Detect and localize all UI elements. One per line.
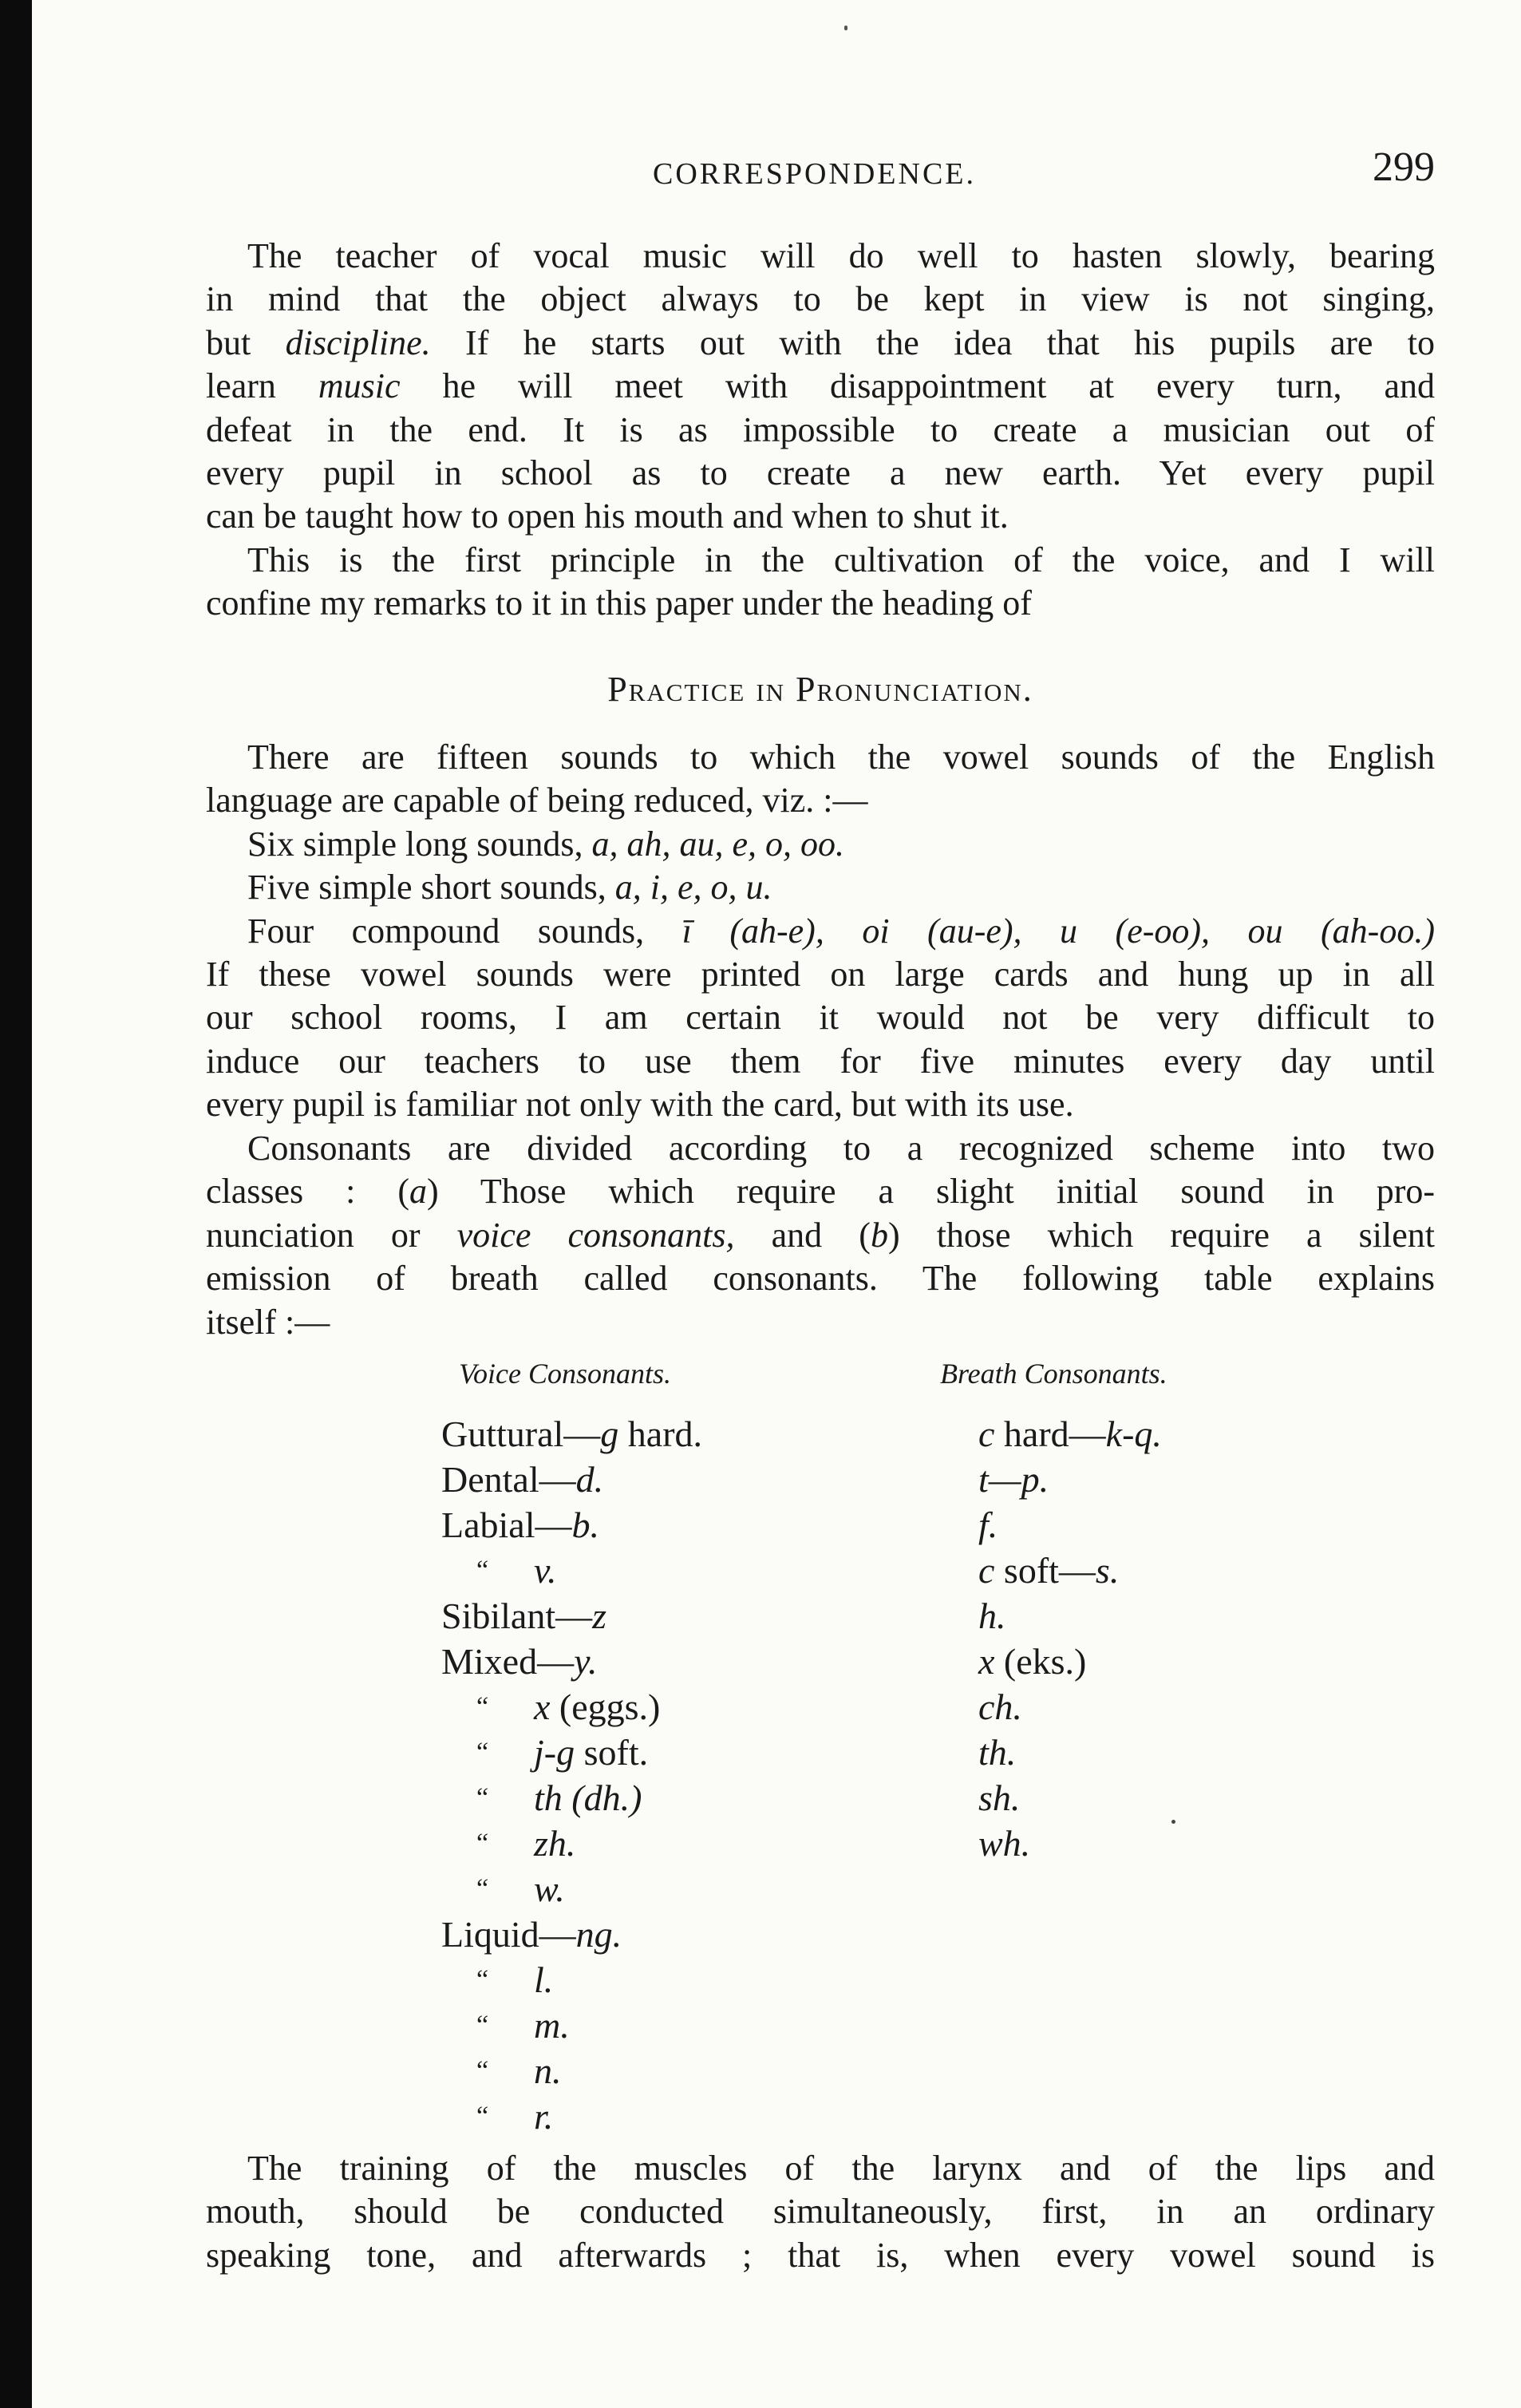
ditto-mark: “ — [476, 1829, 489, 1858]
page-binding-edge — [0, 0, 32, 2408]
ditto-mark: “ — [476, 1783, 489, 1813]
page-number: 299 — [1373, 144, 1435, 190]
ditto-mark: “ — [476, 1556, 489, 1585]
text-line: mouth, should be conducted simultaneously, first, in an ordinary — [206, 2192, 1435, 2232]
text-line: If these vowel sounds were printed on large cards and hung up in all — [206, 955, 1435, 994]
consonant-class: Sibilant— — [441, 1595, 593, 1636]
breath-consonant-row — [978, 1411, 1162, 1457]
consonant-sound: t—p. — [978, 1459, 1049, 1500]
text-line: The teacher of vocal music will do well to hasten slowly, bearing — [247, 236, 1435, 275]
consonant-sound: r. — [534, 2096, 554, 2137]
breath-consonant-row — [978, 1593, 1162, 1639]
text-line: every pupil in school as to create a new earth. Yet every pupil — [206, 453, 1435, 493]
voice-consonant-row — [441, 1593, 702, 1639]
voice-consonant-row — [441, 1912, 702, 1957]
page-header — [206, 142, 1435, 206]
breath-consonants-column — [978, 1411, 1162, 1866]
breath-consonant-row — [978, 1502, 1162, 1548]
consonant-sound: ng. — [575, 1914, 622, 1955]
consonant-suffix: soft— — [994, 1550, 1096, 1591]
consonant-sound: y. — [574, 1641, 598, 1682]
paragraph-2 — [206, 539, 1435, 626]
vowel-line-short: Five simple short sounds, a, i, e, o, u. — [247, 868, 772, 907]
ditto-mark: “ — [476, 1965, 489, 1995]
consonant-sound: l. — [534, 1959, 554, 2000]
voice-consonants-column — [441, 1411, 702, 2139]
voice-consonant-row — [441, 2094, 702, 2139]
consonant-sound: b. — [571, 1505, 599, 1545]
consonant-sound: x — [534, 1686, 551, 1727]
consonant-class: Liquid— — [441, 1914, 576, 1955]
consonant-sound: wh. — [978, 1823, 1031, 1864]
text-line: confine my remarks to it in this paper under the heading of — [206, 583, 1032, 623]
consonant-tail: s. — [1095, 1550, 1120, 1591]
consonant-sound: th (dh.) — [534, 1777, 642, 1818]
breath-consonant-row — [978, 1775, 1162, 1821]
text-line: language are capable of being reduced, viz. :— — [206, 781, 868, 820]
voice-consonant-row — [441, 1548, 702, 1593]
text-line: learn music he will meet with disappointment at every turn, and — [206, 366, 1435, 406]
text-line: our school rooms, I am certain it would not be very difficult to — [206, 998, 1435, 1038]
paragraph-3 — [206, 736, 1435, 1127]
consonant-sound: j-g — [534, 1732, 575, 1773]
text-line: can be taught how to open his mouth and when to shut it. — [206, 496, 1009, 536]
breath-consonant-row — [978, 1684, 1162, 1730]
consonant-sound: th. — [978, 1732, 1017, 1773]
text-line: in mind that the object always to be kept in view is not singing, — [206, 279, 1435, 319]
consonant-sound: sh. — [978, 1777, 1021, 1818]
breath-consonants-heading: Breath Consonants. — [940, 1358, 1167, 1390]
ditto-mark: “ — [476, 1738, 489, 1767]
text-line: induce our teachers to use them for five minutes every day until — [206, 1041, 1435, 1081]
section-heading: Practice in Pronunciation. — [607, 670, 1033, 709]
consonant-class: Guttural— — [441, 1414, 601, 1454]
voice-consonant-row — [441, 1411, 702, 1457]
consonant-suffix: (eggs.) — [550, 1686, 661, 1727]
consonant-class: Labial— — [441, 1505, 572, 1545]
consonant-sound: v. — [534, 1550, 557, 1591]
breath-consonant-row — [978, 1639, 1162, 1684]
text-line: but discipline. If he starts out with the idea that his pupils are to — [206, 322, 1436, 362]
consonant-suffix: soft. — [575, 1732, 649, 1773]
text-line: speaking tone, and afterwards ; that is, when every vowel sound is — [206, 2235, 1435, 2275]
consonant-suffix: (eks.) — [994, 1641, 1087, 1682]
consonant-sound: f. — [978, 1505, 998, 1545]
ditto-mark: “ — [476, 1874, 489, 1904]
consonant-suffix: hard— — [994, 1414, 1106, 1454]
consonant-sound: d. — [575, 1459, 604, 1500]
consonant-sound: m. — [534, 2005, 570, 2046]
text-line: defeat in the end. It is as impossible to create a musician out of — [206, 409, 1435, 449]
consonant-sound: n. — [534, 2050, 562, 2091]
consonant-sound: g — [600, 1414, 619, 1454]
voice-consonant-row — [441, 1684, 702, 1730]
paragraph-5 — [206, 1127, 1435, 1344]
text-line: The training of the muscles of the larynx and of the lips and — [247, 2149, 1435, 2188]
text-line: This is the first principle in the cultivation of the voice, and I will — [247, 540, 1435, 579]
paper-speck — [844, 26, 847, 30]
ditto-mark: “ — [476, 2102, 489, 2131]
voice-consonant-row — [441, 1457, 702, 1502]
voice-consonants-heading: Voice Consonants. — [459, 1358, 671, 1390]
breath-consonant-row — [978, 1821, 1162, 1866]
text-line: Consonants are divided according to a recognized scheme into two — [247, 1129, 1435, 1168]
consonant-sound: w. — [534, 1868, 565, 1909]
text-line: classes : (a) Those which require a slight initial sound in pro- — [206, 1172, 1435, 1212]
ditto-mark: “ — [476, 2056, 489, 2086]
voice-consonant-row — [441, 1775, 702, 1821]
paragraph-1 — [206, 235, 1435, 539]
text-line: every pupil is familiar not only with the card, but with its use. — [206, 1085, 1074, 1125]
voice-consonant-row — [441, 2048, 702, 2094]
consonant-sound: zh. — [534, 1823, 576, 1864]
text-line: There are fifteen sounds to which the vowel sounds of the English — [247, 737, 1435, 777]
voice-consonant-row — [441, 1957, 702, 2003]
consonant-sound: h. — [978, 1595, 1006, 1636]
vowel-line-compound: Four compound sounds, ī (ah-e), oi (au-e), u (e-oo), ou (ah-oo.) — [247, 911, 1435, 951]
voice-consonant-row — [441, 1866, 702, 1912]
consonant-sound: c — [978, 1550, 995, 1591]
consonant-sound: c — [978, 1414, 995, 1454]
text-line: emission of breath called consonants. The following table explains — [206, 1259, 1435, 1299]
text-line: itself :— — [206, 1302, 330, 1342]
running-head: CORRESPONDENCE. — [653, 157, 976, 191]
paper-speck — [1171, 1820, 1175, 1824]
consonant-sound: ch. — [978, 1686, 1022, 1727]
voice-consonant-row — [441, 1821, 702, 1866]
consonant-class: Mixed— — [441, 1641, 575, 1682]
voice-consonant-row — [441, 1730, 702, 1775]
vowel-line-long: Six simple long sounds, a, ah, au, e, o, oo. — [247, 824, 845, 864]
consonant-sound: x — [978, 1641, 995, 1682]
consonant-tail: k-q. — [1105, 1414, 1162, 1454]
voice-consonant-row — [441, 2003, 702, 2048]
breath-consonant-row — [978, 1457, 1162, 1502]
voice-consonant-row — [441, 1639, 702, 1684]
consonant-sound: z — [592, 1595, 607, 1636]
breath-consonant-row — [978, 1730, 1162, 1775]
consonant-suffix: hard. — [618, 1414, 703, 1454]
text-line: nunciation or voice consonants, and (b) those which require a silent — [206, 1215, 1435, 1255]
consonant-class: Dental— — [441, 1459, 576, 1500]
ditto-mark: “ — [476, 1692, 489, 1722]
breath-consonant-row — [978, 1548, 1162, 1593]
ditto-mark: “ — [476, 2011, 489, 2040]
paragraph-6 — [206, 2147, 1435, 2277]
voice-consonant-row — [441, 1502, 702, 1548]
